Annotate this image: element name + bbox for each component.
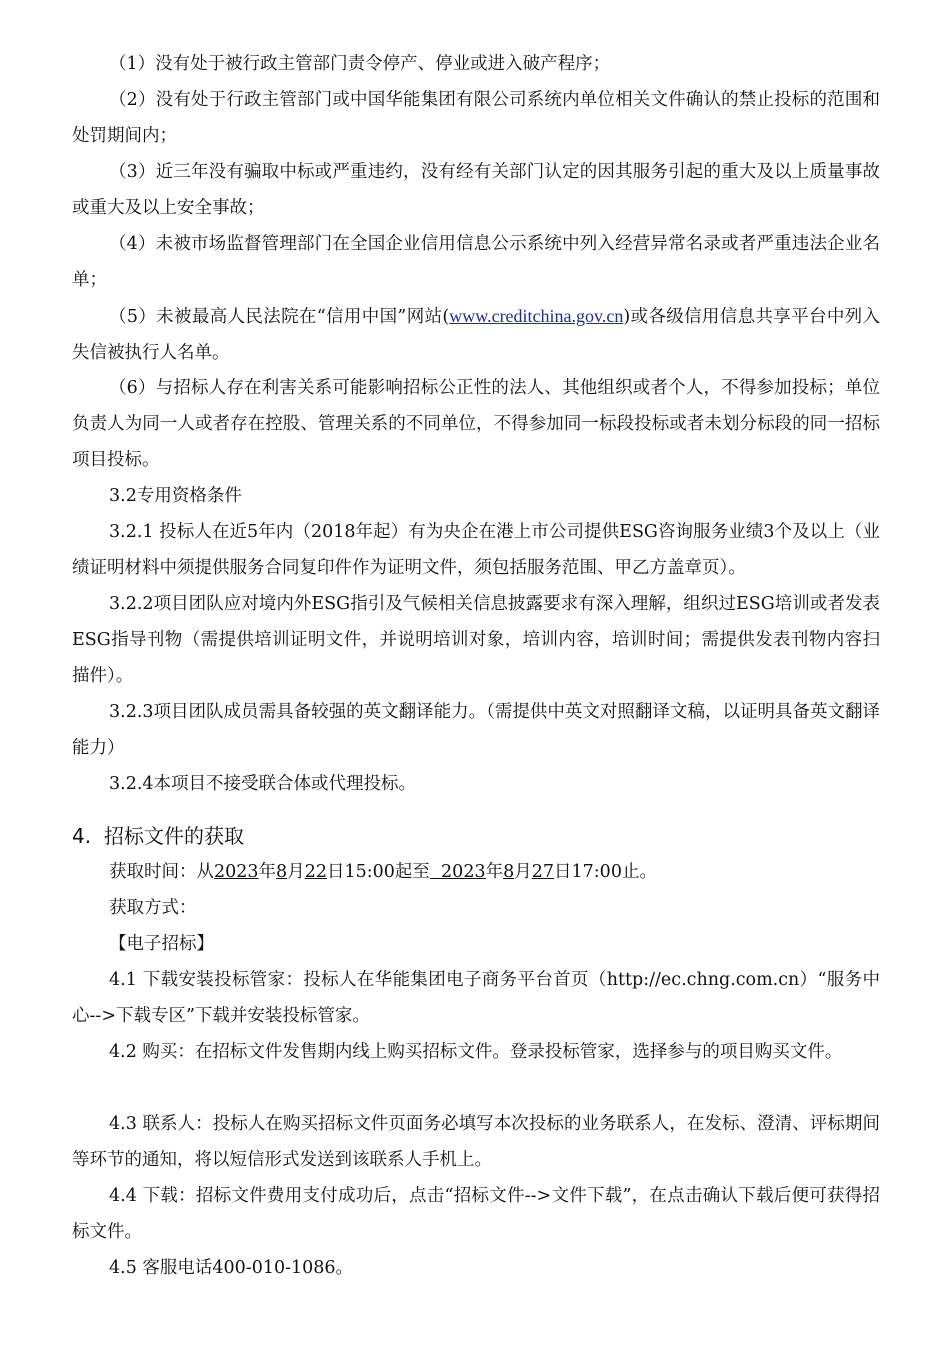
- section-4-heading: [72, 818, 880, 854]
- special-condition-1: 3.2.1 投标人在近5年内（2018年起）有为央企在港上市公司提供ESG咨询服务业绩3个及以上（业绩证明材料中须提供服务合同复印件作为证明文件，须包括服务范围、甲乙方盖章页）。: [72, 522, 880, 578]
- acquisition-method-label: 获取方式：: [109, 898, 197, 918]
- start-time: 日15:00起至: [326, 862, 430, 882]
- special-condition-3: 3.2.3项目团队成员需具备较强的英文翻译能力。（需提供中英文对照翻译文稿，以证明具备英文翻译能力）: [72, 702, 880, 758]
- year-char: 年: [258, 862, 277, 882]
- qualification-item-1: （1）没有处于被行政主管部门责令停产、停业或进入破产程序；: [109, 54, 611, 74]
- end-day: 27: [531, 862, 555, 882]
- qualification-item-4: （4）未被市场监督管理部门在全国企业信用信息公示系统中列入经营异常名录或者严重违法企业名单；: [72, 234, 880, 290]
- qualification-item-3: （3）近三年没有骗取中标或严重违约，没有经有关部门认定的因其服务引起的重大及以上质量事故或重大及以上安全事故；: [72, 162, 880, 218]
- special-qualification-title: 3.2专用资格条件: [109, 486, 242, 506]
- qualification-item-6: （6）与招标人存在利害关系可能影响招标公正性的法人、其他组织或者个人，不得参加投标；单位负责人为同一人或者存在控股、管理关系的不同单位，不得参加同一标段投标或者未划分标段的同一招标项目投标。: [72, 378, 880, 470]
- step-4-4: 4.4 下载：招标文件费用支付成功后，点击“招标文件-->文件下载”，在点击确认下载后便可获得招标文件。: [72, 1186, 880, 1242]
- special-condition-2: 3.2.2项目团队应对境内外ESG指引及气候相关信息披露要求有深入理解，组织过ESG培训或者发表ESG指导刊物（需提供培训证明文件，并说明培训对象，培训内容，培训时间；需提供发表刊物内容扫描件）。: [72, 594, 880, 686]
- special-condition-4: 3.2.4本项目不接受联合体或代理投标。: [109, 774, 417, 794]
- month-char: 月: [287, 862, 305, 882]
- acquisition-time: [72, 854, 880, 890]
- start-year: 2023: [214, 862, 259, 882]
- year-char: 年: [485, 862, 504, 882]
- step-4-3: 4.3 联系人：投标人在购买招标文件页面务必填写本次投标的业务联系人，在发标、澄清、评标期间等环节的通知，将以短信形式发送到该联系人手机上。: [72, 1114, 880, 1170]
- step-4-2: 4.2 购买：在招标文件发售期内线上购买招标文件。登录投标管家，选择参与的项目购买文件。: [109, 1042, 843, 1062]
- item5-prefix: （5）未被最高人民法院在“信用中国”网站(: [109, 307, 450, 327]
- qualification-item-5: [72, 298, 880, 371]
- end-month: 8: [503, 862, 515, 882]
- end-gap: [430, 862, 441, 882]
- step-4-5: 4.5 客服电话400-010-1086。: [109, 1258, 354, 1278]
- end-year: 2023: [441, 862, 486, 882]
- section-4-title: 招标文件的获取: [104, 824, 244, 848]
- time-label: 获取时间：从: [109, 862, 214, 882]
- creditchina-link[interactable]: www.creditchina.gov.cn: [449, 306, 624, 326]
- step-4-1: 4.1 下载安装投标管家：投标人在华能集团电子商务平台首页（http://ec.chng.com.cn）“服务中心-->下载专区”下载并安装投标管家。: [72, 970, 880, 1026]
- electronic-bidding-label: 【电子招标】: [109, 934, 214, 954]
- start-day: 22: [304, 862, 327, 882]
- qualification-item-2: （2）没有处于行政主管部门或中国华能集团有限公司系统内单位相关文件确认的禁止投标的范围和处罚期间内；: [72, 90, 880, 146]
- start-month: 8: [276, 862, 288, 882]
- item5-suffix: )或各级信用信息共享平台中列入失信被执行人名单。: [72, 307, 881, 363]
- month-char: 月: [514, 862, 532, 882]
- section-4-number: 4.: [72, 824, 92, 848]
- end-time: 日17:00止。: [554, 862, 657, 882]
